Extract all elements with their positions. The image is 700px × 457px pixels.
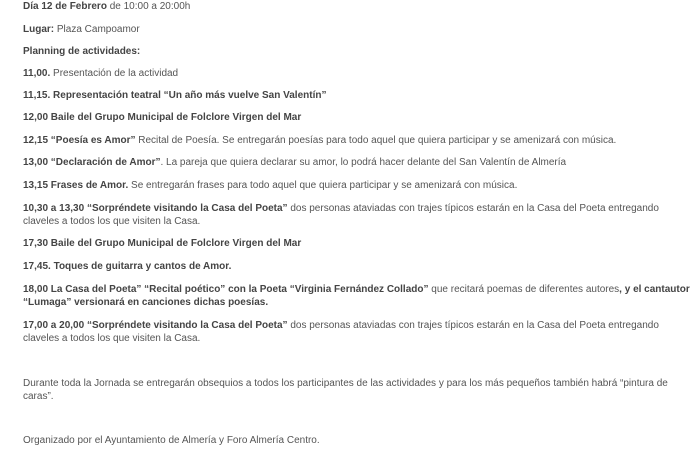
activity-item (23, 111, 694, 124)
activity-text: que recitará poemas de diferentes autores (428, 284, 620, 295)
activity-bold: 13,15 Frases de Amor. (23, 180, 129, 191)
activity-text: dos personas ataviadas con trajes típicos estarán en la Casa del Poeta entregando claveles a todos los que visiten la Casa. (23, 203, 659, 227)
event-date (23, 0, 694, 13)
activity-bold: 12,00 Baile del Grupo Municipal de Folclore Virgen del Mar (23, 112, 302, 123)
activity-item (23, 237, 694, 250)
activity-text: Recital de Poesía. Se entregarán poesías para todo aquel que quiera participar y se amenizará con música. (135, 135, 617, 146)
activity-item (23, 156, 694, 169)
gifts-paragraph: Durante toda la Jornada se entregarán obsequios a todos los participantes de las actividades y para los más pequeños también habrá “pintura de caras”. (23, 378, 668, 402)
activity-bold: 11,00. (23, 68, 51, 79)
event-place (23, 23, 694, 36)
activity-item (23, 202, 694, 228)
activity-item (23, 260, 694, 273)
activity-bold: 10,30 a 13,30 “Sorpréndete visitando la Casa del Poeta” (23, 203, 288, 214)
activity-item (23, 283, 694, 309)
activity-item (23, 179, 694, 192)
activity-bold-extra: , y el cantautor “Lumaga” versionará en canciones dichas poesías. (23, 284, 690, 308)
activity-item (23, 134, 694, 147)
organizer-paragraph: Organizado por el Ayuntamiento de Almería y Foro Almería Centro. (23, 435, 320, 446)
activity-item (23, 89, 694, 102)
place-value: Plaza Campoamor (54, 24, 140, 35)
activity-text: . La pareja que quiera declarar su amor, lo podrá hacer delante del San Valentín de Almería (160, 157, 567, 168)
activity-bold: 17,00 a 20,00 “Sorpréndete visitando la Casa del Poeta” (23, 320, 288, 331)
date-label: Día 12 de Febrero (23, 1, 107, 12)
activity-text: dos personas ataviadas con trajes típicos estarán en la Casa del Poeta entregando claveles a todos los que visiten la Casa. (23, 320, 659, 344)
activity-bold: 17,45. Toques de guitarra y cantos de Amor. (23, 261, 232, 272)
activity-bold: 13,00 “Declaración de Amor” (23, 157, 161, 168)
activity-text: Presentación de la actividad (50, 68, 179, 79)
activity-bold: 17,30 Baile del Grupo Municipal de Folclore Virgen del Mar (23, 238, 302, 249)
activity-text: Se entregarán frases para todo aquel que quiera participar y se amenizará con música. (128, 180, 518, 191)
planning-title: Planning de actividades: (23, 46, 141, 57)
place-label: Lugar: (23, 24, 55, 35)
activity-bold: 11,15. Representación teatral “Un año más vuelve San Valentín” (23, 90, 327, 101)
activity-bold: 12,15 “Poesía es Amor” (23, 135, 136, 146)
activity-bold: 18,00 La Casa del Poeta” “Recital poético” con la Poeta “Virginia Fernández Collado” (23, 284, 429, 295)
activity-item (23, 67, 694, 80)
activity-item (23, 319, 694, 345)
date-time: de 10:00 a 20:00h (106, 1, 191, 12)
